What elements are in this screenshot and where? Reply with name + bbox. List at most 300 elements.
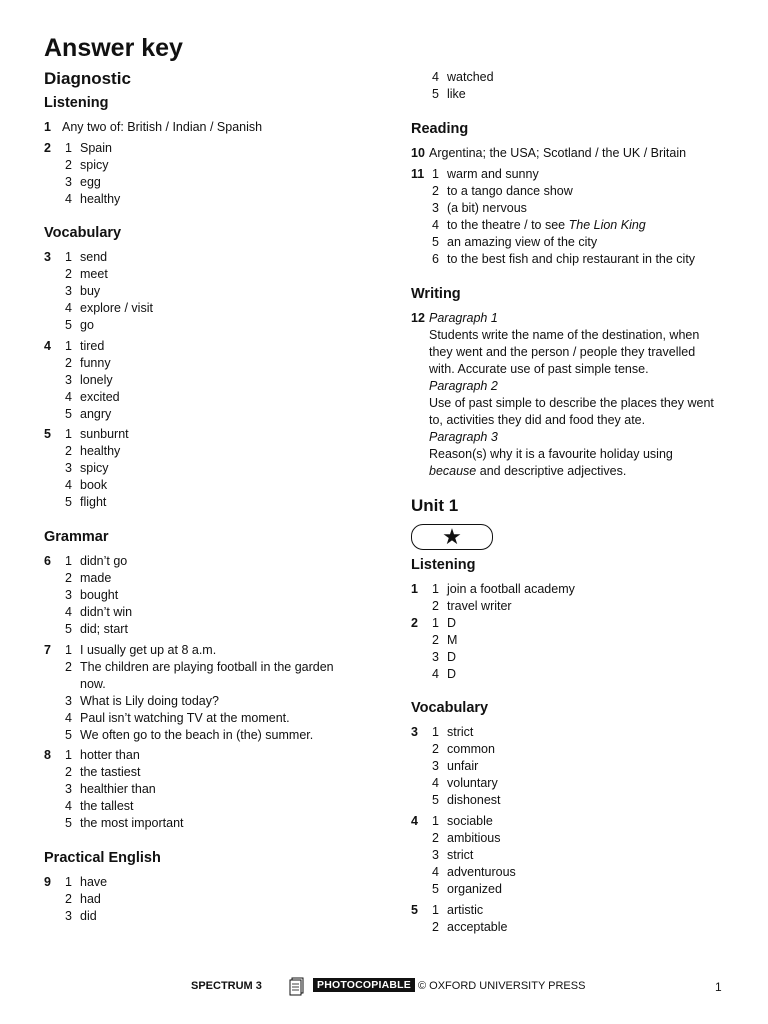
item-answer-text: bought bbox=[80, 588, 119, 602]
item-answer-text: tired bbox=[80, 339, 105, 353]
question-number: 5 bbox=[411, 903, 418, 917]
item-number: 4 bbox=[65, 711, 72, 725]
item-answer bbox=[80, 798, 134, 815]
item-answer bbox=[447, 813, 493, 830]
item-answer bbox=[80, 642, 216, 659]
item-number: 4 bbox=[432, 776, 439, 790]
answer-item bbox=[411, 724, 741, 741]
question-number: 1 bbox=[44, 120, 51, 134]
answer-item bbox=[44, 908, 384, 925]
item-number: 2 bbox=[65, 765, 72, 779]
item-answer-text: buy bbox=[80, 284, 101, 298]
item-number: 1 bbox=[65, 141, 72, 155]
item-answer bbox=[80, 693, 219, 710]
item-answer-text: meet bbox=[80, 267, 108, 281]
page-title: Answer key bbox=[44, 34, 183, 62]
item-answer-text: voluntary bbox=[447, 776, 498, 790]
item-answer-text: Paul isn’t watching TV at the moment. bbox=[80, 711, 290, 725]
item-answer bbox=[80, 570, 111, 587]
question-5 bbox=[44, 426, 384, 511]
question-number: 7 bbox=[44, 643, 51, 657]
item-number: 5 bbox=[432, 235, 439, 249]
item-answer bbox=[80, 874, 107, 891]
answer-item bbox=[411, 792, 741, 809]
answer-item bbox=[44, 659, 384, 676]
item-answer bbox=[80, 249, 107, 266]
item-answer-continued: now. bbox=[80, 677, 106, 691]
item-number: 2 bbox=[432, 831, 439, 845]
answer-item bbox=[44, 798, 384, 815]
question-number: 9 bbox=[44, 875, 51, 889]
unit1-question-5 bbox=[411, 902, 741, 936]
answer-item bbox=[411, 881, 741, 898]
question-number: 4 bbox=[44, 339, 51, 353]
item-answer-text: strict bbox=[447, 848, 474, 862]
item-answer bbox=[80, 317, 94, 334]
item-answer bbox=[447, 741, 495, 758]
item-answer bbox=[80, 283, 100, 300]
item-answer bbox=[447, 217, 646, 234]
item-answer-text: the tastiest bbox=[80, 765, 141, 779]
item-answer-text: Spain bbox=[80, 141, 112, 155]
paragraph-label: Paragraph 1 bbox=[429, 311, 498, 325]
item-answer bbox=[447, 251, 695, 268]
item-answer-text: watched bbox=[447, 70, 494, 84]
item-answer bbox=[80, 747, 140, 764]
item-number: 5 bbox=[432, 87, 439, 101]
item-answer-text: acceptable bbox=[447, 920, 508, 934]
answer-item bbox=[411, 864, 741, 881]
item-answer-text: M bbox=[447, 633, 458, 647]
item-answer-text: to a tango dance show bbox=[447, 184, 573, 198]
photocopy-pages-icon bbox=[287, 976, 307, 996]
item-answer bbox=[80, 460, 108, 477]
item-answer bbox=[447, 724, 473, 741]
item-number: 4 bbox=[65, 799, 72, 813]
answer-item bbox=[44, 426, 384, 443]
answer-item bbox=[44, 338, 384, 355]
answer-item bbox=[44, 727, 384, 744]
unit1-question-1 bbox=[411, 581, 741, 615]
item-answer-text: ambitious bbox=[447, 831, 501, 845]
answer-item bbox=[411, 741, 741, 758]
paragraph-label: Paragraph 3 bbox=[429, 430, 498, 444]
answer-item bbox=[44, 764, 384, 781]
item-answer bbox=[447, 649, 456, 666]
item-answer-text: spicy bbox=[80, 461, 109, 475]
item-answer-text: egg bbox=[80, 175, 101, 189]
answer-item bbox=[411, 581, 741, 598]
answer-item bbox=[44, 553, 384, 570]
answer-item bbox=[411, 217, 741, 234]
unit1-question-2 bbox=[411, 615, 741, 683]
answer-item bbox=[411, 615, 741, 632]
item-answer-text: strict bbox=[447, 725, 474, 739]
item-number: 4 bbox=[432, 865, 439, 879]
item-answer-text: the tallest bbox=[80, 799, 134, 813]
item-answer bbox=[80, 157, 108, 174]
answer-item bbox=[411, 251, 741, 268]
answer-item bbox=[44, 317, 384, 334]
question-number: 1 bbox=[411, 582, 418, 596]
item-number: 5 bbox=[432, 882, 439, 896]
footer-publisher: © OXFORD UNIVERSITY PRESS bbox=[418, 980, 586, 992]
question-number: 3 bbox=[44, 250, 51, 264]
item-number: 1 bbox=[432, 582, 439, 596]
question-12 bbox=[411, 310, 741, 480]
item-answer-text: healthy bbox=[80, 444, 121, 458]
answer-item bbox=[411, 649, 741, 666]
item-answer-text: to the theatre / to see bbox=[447, 218, 569, 232]
answer-item bbox=[44, 249, 384, 266]
item-answer-text: didn’t go bbox=[80, 554, 128, 568]
answer-item bbox=[44, 266, 384, 283]
star-level-icon: ★ bbox=[411, 524, 493, 550]
answer-item bbox=[44, 604, 384, 621]
item-answer-text: D bbox=[447, 616, 457, 630]
item-answer-text: D bbox=[447, 650, 457, 664]
answer-item bbox=[411, 666, 741, 683]
answer-item bbox=[44, 747, 384, 764]
section-heading-diagnostic: Diagnostic bbox=[44, 69, 131, 88]
item-answer bbox=[80, 338, 104, 355]
answer-item bbox=[44, 693, 384, 710]
subheading-writing: Writing bbox=[411, 286, 461, 302]
item-number: 2 bbox=[65, 571, 72, 585]
item-answer bbox=[80, 443, 120, 460]
answer-item bbox=[44, 140, 384, 157]
question-4 bbox=[44, 338, 384, 423]
question-9 bbox=[44, 874, 384, 925]
item-answer bbox=[447, 864, 516, 881]
answer-item bbox=[411, 830, 741, 847]
item-answer-text: go bbox=[80, 318, 94, 332]
paragraph-text: Use of past simple to describe the places they went bbox=[429, 396, 714, 410]
answer-item bbox=[44, 389, 384, 406]
answer-item bbox=[411, 813, 741, 830]
item-answer-text: D bbox=[447, 667, 457, 681]
item-number: 4 bbox=[65, 478, 72, 492]
item-answer-text: had bbox=[80, 892, 101, 906]
item-number: 3 bbox=[65, 284, 72, 298]
item-answer bbox=[80, 477, 107, 494]
answer-item bbox=[44, 710, 384, 727]
item-answer bbox=[80, 815, 184, 832]
question-9-continued bbox=[411, 69, 741, 103]
item-answer bbox=[447, 69, 494, 86]
item-answer bbox=[80, 764, 140, 781]
item-number: 5 bbox=[65, 728, 72, 742]
item-answer bbox=[447, 902, 483, 919]
item-answer-text: The children are playing football in the garden bbox=[80, 660, 334, 674]
item-answer-text: angry bbox=[80, 407, 112, 421]
item-answer-text: to the best fish and chip restaurant in the city bbox=[447, 252, 696, 266]
item-number: 2 bbox=[65, 892, 72, 906]
item-number: 4 bbox=[432, 667, 439, 681]
item-answer bbox=[80, 140, 112, 157]
item-answer-text: organized bbox=[447, 882, 502, 896]
item-answer bbox=[80, 587, 118, 604]
item-number: 2 bbox=[65, 267, 72, 281]
item-number: 3 bbox=[65, 909, 72, 923]
item-answer bbox=[80, 908, 97, 925]
item-number: 1 bbox=[65, 875, 72, 889]
item-number: 2 bbox=[65, 444, 72, 458]
item-number: 5 bbox=[65, 495, 72, 509]
question-number: 8 bbox=[44, 748, 51, 762]
italic-word: because bbox=[429, 464, 477, 478]
item-number: 5 bbox=[432, 793, 439, 807]
photocopiable-badge: PHOTOCOPIABLE bbox=[313, 978, 415, 992]
item-number: 2 bbox=[432, 633, 439, 647]
item-answer-text: warm and sunny bbox=[447, 167, 539, 181]
item-number: 2 bbox=[432, 742, 439, 756]
item-answer bbox=[80, 604, 132, 621]
answer-item bbox=[44, 300, 384, 317]
item-number: 4 bbox=[65, 605, 72, 619]
item-answer bbox=[447, 166, 539, 183]
item-answer-text: We often go to the beach in (the) summer. bbox=[80, 728, 314, 742]
item-answer-text: healthier than bbox=[80, 782, 156, 796]
answer-item bbox=[44, 372, 384, 389]
paragraph-text: Reason(s) why it is a favourite holiday using bbox=[429, 447, 673, 461]
question-number: 3 bbox=[411, 725, 418, 739]
item-answer-text: adventurous bbox=[447, 865, 516, 879]
item-answer-text: What is Lily doing today? bbox=[80, 694, 219, 708]
item-answer bbox=[447, 183, 573, 200]
item-answer-text: the most important bbox=[80, 816, 184, 830]
page-number: 1 bbox=[715, 980, 722, 994]
item-answer bbox=[80, 426, 129, 443]
paragraph-text: with. Accurate use of past simple tense. bbox=[429, 362, 649, 376]
answer-item bbox=[411, 200, 741, 217]
answer-item bbox=[44, 570, 384, 587]
answer-item bbox=[44, 621, 384, 638]
item-answer-text: dishonest bbox=[447, 793, 501, 807]
unit1-question-4 bbox=[411, 813, 741, 898]
item-number: 4 bbox=[65, 192, 72, 206]
item-answer-text: send bbox=[80, 250, 108, 264]
item-answer bbox=[80, 727, 313, 744]
item-number: 4 bbox=[432, 70, 439, 84]
item-answer-text: sunburnt bbox=[80, 427, 129, 441]
item-number: 1 bbox=[432, 725, 439, 739]
item-number: 6 bbox=[432, 252, 439, 266]
item-number: 3 bbox=[65, 588, 72, 602]
item-answer-text: sociable bbox=[447, 814, 493, 828]
item-answer bbox=[447, 615, 456, 632]
item-number: 2 bbox=[432, 599, 439, 613]
item-number: 3 bbox=[65, 694, 72, 708]
item-answer bbox=[447, 847, 473, 864]
item-answer-text: common bbox=[447, 742, 495, 756]
item-answer-text: hotter than bbox=[80, 748, 140, 762]
item-number: 5 bbox=[65, 816, 72, 830]
item-number: 4 bbox=[432, 218, 439, 232]
answer-item bbox=[44, 891, 384, 908]
page-footer bbox=[0, 978, 768, 998]
question-number: 2 bbox=[411, 616, 418, 630]
item-number: 2 bbox=[432, 920, 439, 934]
footer-book-title: SPECTRUM 3 bbox=[191, 980, 262, 992]
paragraph-label: Paragraph 2 bbox=[429, 379, 498, 393]
item-number: 1 bbox=[65, 250, 72, 264]
subheading-practical-english: Practical English bbox=[44, 850, 161, 866]
item-number: 3 bbox=[432, 201, 439, 215]
section-heading-unit-1: Unit 1 bbox=[411, 496, 459, 515]
item-answer bbox=[80, 191, 120, 208]
item-answer bbox=[447, 200, 527, 217]
subheading-listening: Listening bbox=[44, 95, 109, 111]
item-answer-text: flight bbox=[80, 495, 107, 509]
item-number: 1 bbox=[432, 167, 439, 181]
answer-item bbox=[411, 166, 741, 183]
item-answer bbox=[447, 86, 466, 103]
question-number: 5 bbox=[44, 427, 51, 441]
answer-text: Argentina; the USA; Scotland / the UK / Britain bbox=[429, 146, 687, 160]
item-answer bbox=[447, 632, 457, 649]
item-answer bbox=[80, 621, 128, 638]
item-answer-text: an amazing view of the city bbox=[447, 235, 598, 249]
unit1-question-3 bbox=[411, 724, 741, 809]
answer-item bbox=[44, 157, 384, 174]
paragraph-text bbox=[411, 463, 741, 480]
paragraph-text: to, activities they did and food they ate. bbox=[429, 413, 646, 427]
answer-text: Any two of: British / Indian / Spanish bbox=[62, 120, 263, 134]
answer-item bbox=[411, 183, 741, 200]
item-number: 2 bbox=[65, 660, 72, 674]
item-answer bbox=[447, 758, 478, 775]
item-answer-text: travel writer bbox=[447, 599, 512, 613]
item-number: 2 bbox=[65, 158, 72, 172]
item-answer bbox=[447, 598, 512, 615]
answer-item bbox=[411, 902, 741, 919]
answer-item bbox=[411, 919, 741, 936]
item-answer bbox=[80, 710, 290, 727]
item-number: 1 bbox=[432, 903, 439, 917]
answer-item bbox=[44, 494, 384, 511]
item-answer bbox=[80, 781, 156, 798]
paragraph-text: they went and the person / people they travelled bbox=[429, 345, 696, 359]
answer-item bbox=[44, 587, 384, 604]
question-number: 11 bbox=[411, 167, 425, 181]
item-answer bbox=[80, 406, 111, 423]
subheading-reading: Reading bbox=[411, 121, 469, 137]
answer-item bbox=[44, 283, 384, 300]
question-8 bbox=[44, 747, 384, 832]
question-6 bbox=[44, 553, 384, 638]
question-number: 4 bbox=[411, 814, 418, 828]
question-2 bbox=[44, 140, 384, 208]
item-number: 1 bbox=[65, 427, 72, 441]
item-number: 1 bbox=[65, 554, 72, 568]
answer-item bbox=[411, 775, 741, 792]
item-number: 4 bbox=[65, 390, 72, 404]
subheading-vocabulary: Vocabulary bbox=[44, 225, 122, 241]
item-answer-text: did bbox=[80, 909, 97, 923]
item-answer bbox=[447, 919, 507, 936]
item-answer bbox=[80, 174, 101, 191]
item-number: 3 bbox=[65, 461, 72, 475]
answer-item bbox=[44, 815, 384, 832]
item-answer-text: funny bbox=[80, 356, 111, 370]
item-answer bbox=[447, 830, 501, 847]
paragraph-text-rest: and descriptive adjectives. bbox=[476, 464, 627, 478]
question-number: 2 bbox=[44, 141, 51, 155]
item-answer bbox=[447, 581, 575, 598]
item-answer bbox=[80, 553, 127, 570]
answer-item bbox=[44, 642, 384, 659]
item-number: 1 bbox=[65, 748, 72, 762]
answer-item bbox=[411, 847, 741, 864]
item-answer-text: explore / visit bbox=[80, 301, 153, 315]
answer-item bbox=[44, 781, 384, 798]
question-7 bbox=[44, 642, 384, 744]
answer-item bbox=[411, 632, 741, 649]
item-answer bbox=[80, 891, 101, 908]
item-answer-text: artistic bbox=[447, 903, 484, 917]
item-answer-text: (a bit) nervous bbox=[447, 201, 527, 215]
item-number: 3 bbox=[432, 650, 439, 664]
question-number: 12 bbox=[411, 311, 425, 325]
item-answer-text: healthy bbox=[80, 192, 121, 206]
answer-item bbox=[44, 874, 384, 891]
question-number: 6 bbox=[44, 554, 51, 568]
answer-item bbox=[411, 758, 741, 775]
item-answer bbox=[447, 666, 456, 683]
item-answer bbox=[447, 775, 498, 792]
item-answer-text: unfair bbox=[447, 759, 479, 773]
item-answer-text: made bbox=[80, 571, 112, 585]
item-answer bbox=[447, 234, 597, 251]
answer-item bbox=[44, 406, 384, 423]
item-answer-text: join a football academy bbox=[447, 582, 575, 596]
answer-item bbox=[411, 86, 741, 103]
item-answer-text: book bbox=[80, 478, 108, 492]
item-answer bbox=[80, 266, 108, 283]
question-3 bbox=[44, 249, 384, 334]
subheading-grammar: Grammar bbox=[44, 529, 109, 545]
item-number: 3 bbox=[65, 175, 72, 189]
item-answer bbox=[80, 300, 153, 317]
subheading-listening: Listening bbox=[411, 557, 476, 573]
item-answer-text: have bbox=[80, 875, 108, 889]
item-answer bbox=[447, 792, 501, 809]
subheading-vocabulary: Vocabulary bbox=[411, 700, 489, 716]
item-answer-text: did; start bbox=[80, 622, 128, 636]
answer-item bbox=[44, 191, 384, 208]
item-answer-text: spicy bbox=[80, 158, 109, 172]
item-number: 5 bbox=[65, 318, 72, 332]
paragraph-text: Students write the name of the destination, when bbox=[429, 328, 700, 342]
item-number: 1 bbox=[65, 339, 72, 353]
item-number: 1 bbox=[432, 814, 439, 828]
item-answer bbox=[447, 881, 502, 898]
item-answer bbox=[80, 389, 120, 406]
item-number: 4 bbox=[65, 301, 72, 315]
item-answer-text: didn’t win bbox=[80, 605, 133, 619]
item-answer-italic: The Lion King bbox=[568, 218, 646, 232]
item-answer-text: I usually get up at 8 a.m. bbox=[80, 643, 217, 657]
item-answer bbox=[80, 494, 106, 511]
item-answer bbox=[80, 372, 113, 389]
item-number: 5 bbox=[65, 407, 72, 421]
item-answer-text: excited bbox=[80, 390, 120, 404]
answer-item bbox=[44, 174, 384, 191]
answer-item bbox=[411, 69, 741, 86]
item-number: 3 bbox=[65, 373, 72, 387]
answer-item bbox=[44, 443, 384, 460]
